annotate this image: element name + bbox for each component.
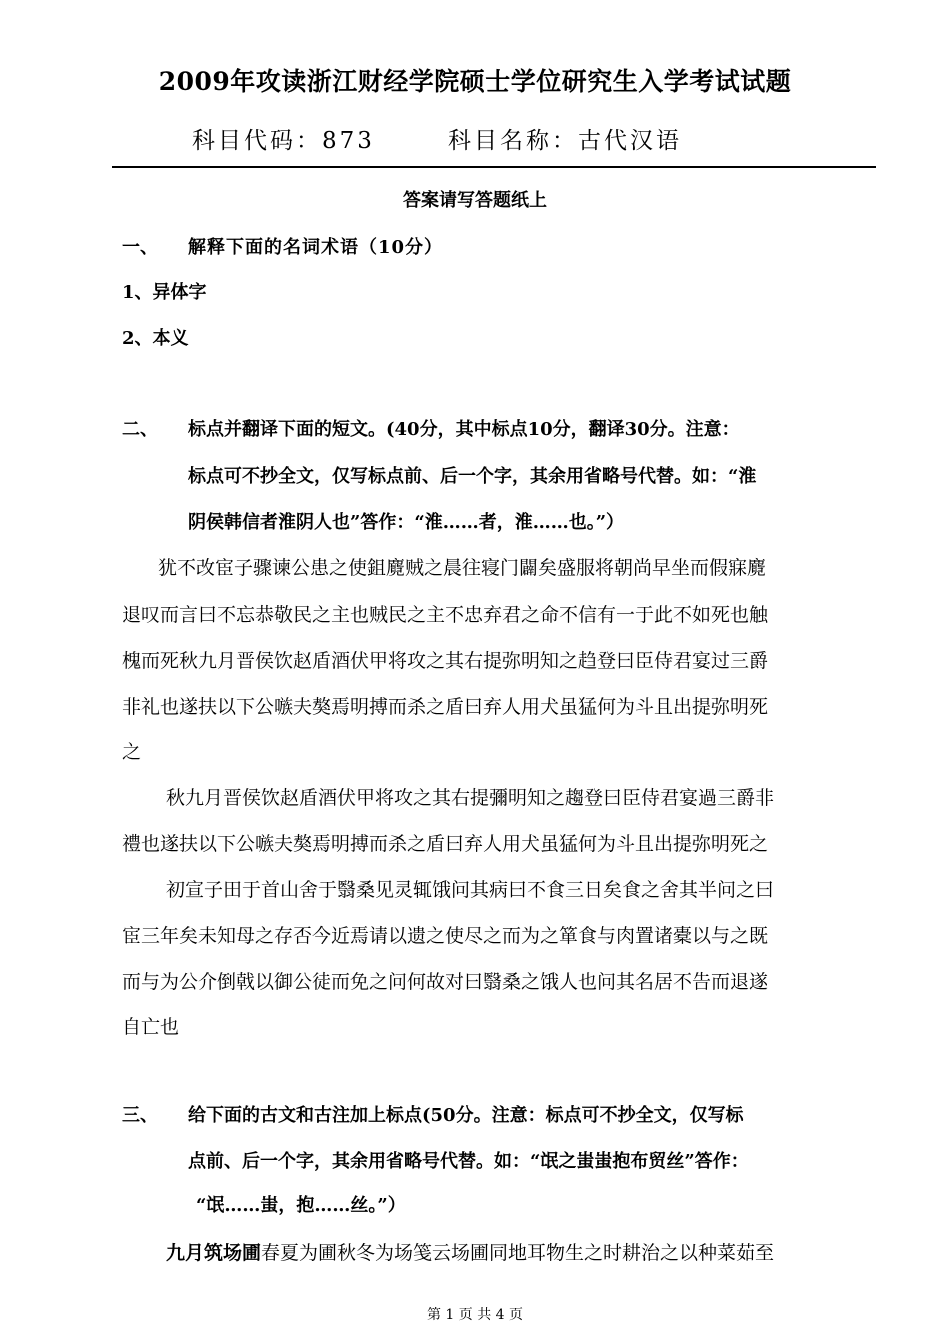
subject-name: 科目名称：古代汉语 — [448, 128, 682, 154]
header-divider — [112, 166, 876, 168]
passage3-line: 初宣子田于首山舍于翳桑见灵辄饿问其病曰不食三日矣食之舍其半问之曰 — [166, 879, 775, 901]
passage1-line: 犹不改宦子骤谏公患之使鉏麑贼之晨往寝门闢矣盛服将朝尚早坐而假寐麑 — [158, 557, 767, 579]
passage1-line: 之 — [122, 741, 142, 763]
section3-text-bold: 九月筑场圃 — [166, 1242, 262, 1264]
passage3-line: 宦三年矣未知母之存否今近焉请以遗之使尽之而为之箪食与肉置诸橐以与之既 — [122, 925, 769, 947]
section1-item-1: 1、异体字 — [122, 282, 207, 303]
passage1-line: 退叹而言曰不忘恭敬民之主也贼民之主不忠弃君之命不信有一于此不如死也触 — [122, 604, 769, 626]
section3-instruction-line: 给下面的古文和古注加上标点(50分。注意：标点可不抄全文，仅写标 — [188, 1105, 744, 1126]
section3-number: 三、 — [122, 1105, 158, 1126]
passage2-line: 禮也遂扶以下公嗾夫獒焉明搏而杀之盾曰弃人用犬虽猛何为斗且出提弥明死之 — [122, 833, 769, 855]
passage3-line: 而与为公介倒戟以御公徒而免之问何故对曰翳桑之饿人也问其名居不告而退遂 — [122, 971, 769, 993]
answer-note: 答案请写答题纸上 — [403, 190, 547, 211]
exam-title: 2009年攻读浙江财经学院硕士学位研究生入学考试试题 — [158, 67, 792, 96]
subject-code: 科目代码：873 — [192, 128, 375, 154]
section2-instruction-line: 标点并翻译下面的短文。(40分，其中标点10分，翻译30分。注意： — [188, 419, 740, 440]
section1-number: 一、 — [122, 237, 158, 258]
passage1-line: 非礼也遂扶以下公嗾夫獒焉明搏而杀之盾曰弃人用犬虽猛何为斗且出提弥明死 — [122, 696, 769, 718]
page-footer: 第 1 页 共 4 页 — [426, 1307, 524, 1323]
section3-text — [166, 1238, 774, 1265]
section3-instruction-line: “氓……蚩，抱……丝。”） — [196, 1195, 406, 1216]
section3-text-rest: 春夏为圃秋冬为场笺云场圃同地耳物生之时耕治之以种菜茹至 — [261, 1242, 775, 1264]
passage1-line: 槐而死秋九月晋侯饮赵盾酒伏甲将攻之其右提弥明知之趋登曰臣侍君宴过三爵 — [122, 650, 769, 672]
section2-instruction-line: 阴侯韩信者淮阴人也”答作：“淮……者，淮……也。”） — [188, 512, 625, 533]
section2-number: 二、 — [122, 419, 158, 440]
section2-instruction-line: 标点可不抄全文，仅写标点前、后一个字，其余用省略号代替。如：“淮 — [188, 466, 757, 487]
section3-instruction-line: 点前、后一个字，其余用省略号代替。如：“氓之蚩蚩抱布贸丝”答作： — [188, 1151, 749, 1172]
section1-item-2: 2、本义 — [122, 328, 189, 349]
passage2-line: 秋九月晋侯饮赵盾酒伏甲将攻之其右提彌明知之趨登曰臣侍君宴過三爵非 — [166, 787, 775, 809]
passage3-line: 自亡也 — [122, 1016, 180, 1038]
section1-heading: 解释下面的名词术语（10分） — [188, 237, 444, 258]
